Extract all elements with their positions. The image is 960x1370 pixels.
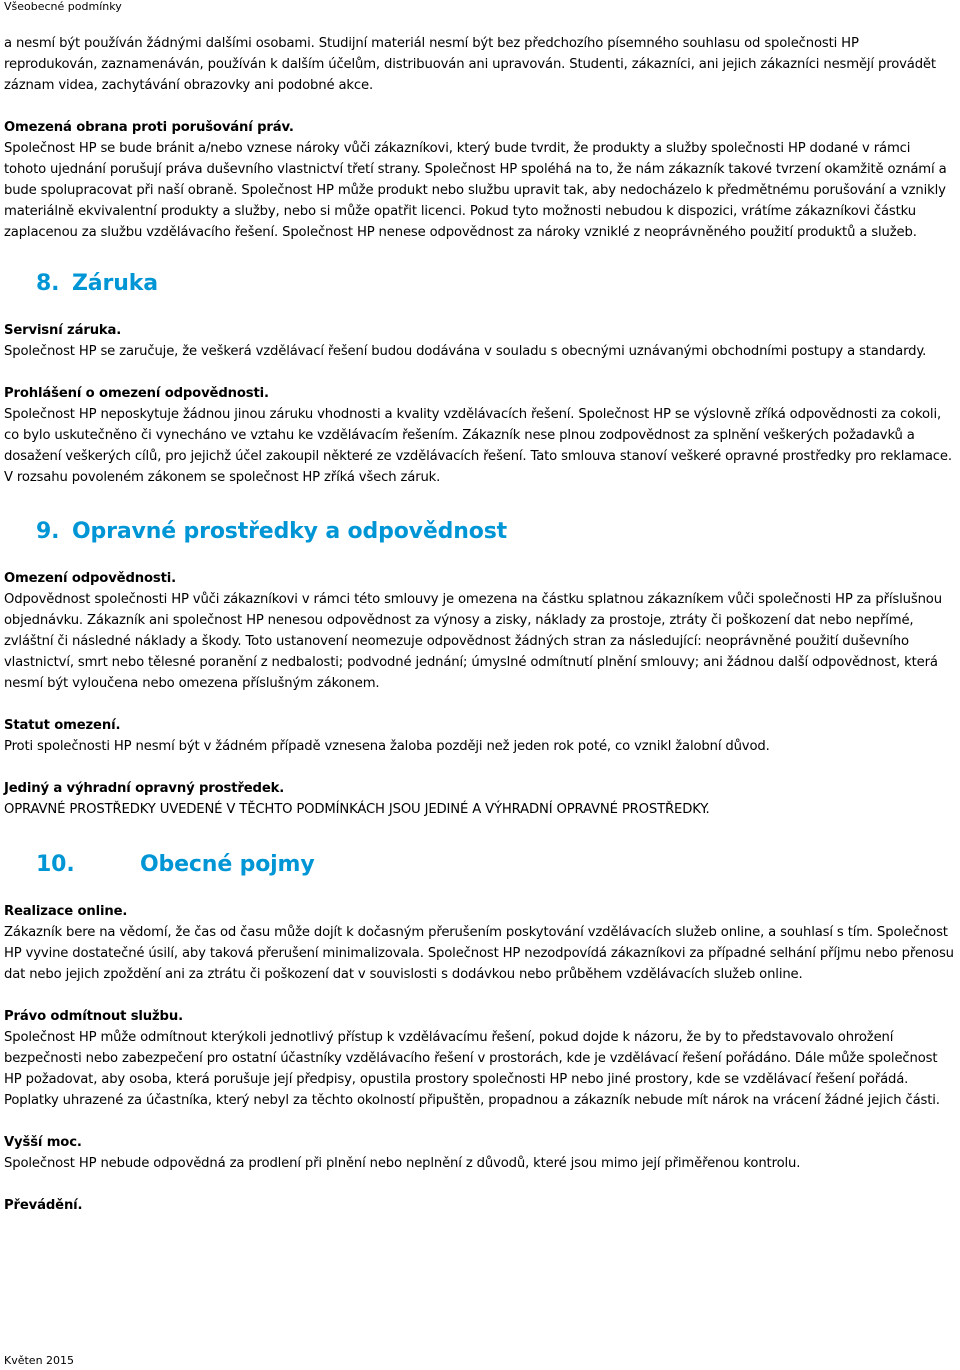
section-title: Záruka: [72, 271, 158, 296]
refuse-service-heading: Právo odmítnout službu.: [4, 1009, 183, 1024]
force-majeure-paragraph: Společnost HP nebude odpovědná za prodlení při plnění nebo neplnění z důvodů, které jsou mimo její přiměřenou kontrolu.: [4, 1156, 801, 1171]
service-warranty-paragraph: Společnost HP se zaručuje, že veškerá vzdělávací řešení budou dodávána v souladu s obecnými uznávanými obchodními postupy a standardy.: [4, 344, 927, 359]
section-number: 9.: [36, 519, 60, 544]
online-heading: Realizace online.: [4, 904, 128, 919]
service-warranty-heading: Servisní záruka.: [4, 323, 122, 338]
intro-paragraph: a nesmí být používán žádnými dalšími osobami. Studijní materiál nesmí být bez předchozího písemného souhlasu od společnosti HP reprodukován, zaznamenáván, používán k dalším účelům, distribuován ani upravován. Studenti, zákazníci, ani jejich zákazníci nesmějí provádět záznam videa, zachytávání obrazovky ani podobné akce.: [4, 36, 936, 93]
page-header: Všeobecné podmínky: [4, 0, 122, 13]
section-number: 10.: [36, 852, 75, 877]
refuse-service-paragraph: Společnost HP může odmítnout kterýkoli jednotlivý přístup k vzdělávacímu řešení, pokud dojde k názoru, že by to představovalo ohrožení bezpečnosti nebo zabezpečení pro ostatní účastníky vzdělávacího řešení v prostorách, kde je vzdělávací řešení pořádáno. Dále může společnost HP požadovat, aby osoba, která porušuje její předpisy, opustila prostory společnosti HP nebo jiné prostory, kde se vzdělávací řešení pořádá. Poplatky uhrazené za účastníka, který nebyl za těchto okolností připuštěn, propadnou a zákazník nebude mít nárok na vrácení žádné jejich části.: [4, 1030, 940, 1108]
section-10-heading: [36, 851, 956, 879]
infringement-paragraph: Společnost HP se bude bránit a/nebo vznese nároky vůči zákazníkovi, který bude tvrdit, že produkty a služby společnosti HP dodané v rámci tohoto ujednání porušují práva duševního vlastnictví třetí strany. Společnost HP spoléhá na to, že nám zákazník takové tvrzení okamžitě oznámí a bude spolupracovat při naší obraně. Společnost HP může produkt nebo službu upravit tak, aby nedocházelo k předmětnému porušování a vznikly materiálně ekvivalentní produkty a služby, nebo si může opatřit licenci. Pokud tyto možnosti nebudou k dispozici, vrátíme zákazníkovi částku zaplacenou za službu vzdělávacího řešení. Společnost HP nenese odpovědnost za nároky vzniklé z neoprávněného použití produktů a služeb.: [4, 141, 947, 240]
force-majeure-heading: Vyšší moc.: [4, 1135, 82, 1150]
disclaimer-paragraph: Společnost HP neposkytuje žádnou jinou záruku vhodnosti a kvality vzdělávacích řešení. Společnost HP se výslovně zříká odpovědnosti za cokoli, co bylo uskutečněno či vynecháno ve vztahu ke vzdělávacím řešením. Zákazník nese plnou zodpovědnost za splnění veškerých požadavků a dosažení veškerých cílů, pro jejichž účel zakoupil některé ze vzdělávacích řešení. Tato smlouva stanoví veškeré opravné prostředky pro reklamace. V rozsahu povoleném zákonem se společnost HP zříká všech záruk.: [4, 407, 952, 485]
statute-heading: Statut omezení.: [4, 718, 121, 733]
statute-paragraph: Proti společnosti HP nesmí být v žádném případě vznesena žaloba později než jeden rok poté, co vznikl žalobní důvod.: [4, 739, 770, 754]
disclaimer-heading: Prohlášení o omezení odpovědnosti.: [4, 386, 269, 401]
section-8-heading: [36, 270, 956, 298]
limitation-paragraph: Odpovědnost společnosti HP vůči zákazníkovi v rámci této smlouvy je omezena na částku splatnou zákazníkem vůči společnosti HP za příslušnou objednávku. Zákazník ani společnost HP nenesou odpovědnost za výnosy a zisky, náklady za prostoje, ztráty či poškození dat nebo nepřímé, zvláštní či následné náklady a škody. Toto ustanovení neomezuje odpovědnost žádných stran za následující: neoprávněné použití duševního vlastnictví, smrt nebo tělesné poranění z nedbalosti; podvodné jednání; úmyslné odmítnutí plnění smlouvy; ani žádnou další odpovědnost, která nesmí být vyloučena nebo omezena příslušným zákonem.: [4, 592, 942, 691]
section-title: Obecné pojmy: [140, 852, 315, 877]
transfer-heading: Převádění.: [4, 1198, 83, 1213]
infringement-heading: Omezená obrana proti porušování práv.: [4, 120, 294, 135]
online-paragraph: Zákazník bere na vědomí, že čas od času může dojít k dočasným přerušením poskytování vzdělávacích služeb online, a souhlasí s tím. Společnost HP vyvine dostatečné úsilí, aby taková přerušení minimalizovala. Společnost HP nezodpovídá zákazníkovi za případné selhání příjmu nebo přenosu dat nebo jejich zpoždění ani za ztrátu či poškození dat v souvislosti s dodávkou nebo průběhem vzdělávacích služeb online.: [4, 925, 954, 982]
exclusive-remedy-heading: Jediný a výhradní opravný prostředek.: [4, 781, 285, 796]
limitation-heading: Omezení odpovědnosti.: [4, 571, 176, 586]
exclusive-remedy-paragraph: OPRAVNÉ PROSTŘEDKY UVEDENÉ V TĚCHTO PODMÍNKÁCH JSOU JEDINÉ A VÝHRADNÍ OPRAVNÉ PROSTŘEDKY.: [4, 802, 710, 817]
section-title: Opravné prostředky a odpovědnost: [72, 519, 508, 544]
page-footer: Květen 2015: [4, 1354, 75, 1367]
section-9-heading: [36, 518, 956, 546]
document-body: [4, 33, 956, 1216]
section-number: 8.: [36, 271, 60, 296]
